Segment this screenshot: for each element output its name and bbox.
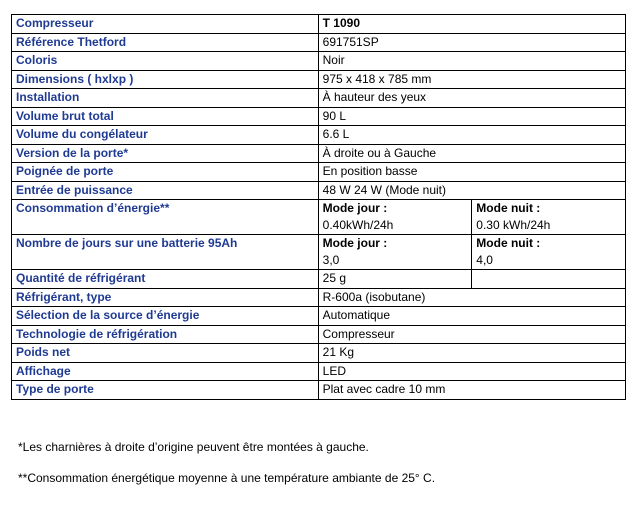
row-value: 90 L — [318, 107, 625, 126]
row-value: À droite ou à Gauche — [318, 144, 625, 163]
table-row — [12, 381, 626, 400]
row-label: Réfrigérant, type — [12, 288, 319, 307]
battery-day-cell — [318, 235, 472, 270]
table-row — [12, 181, 626, 200]
row-label: Référence Thetford — [12, 33, 319, 52]
consumption-day-value: 0.40kWh/24h — [322, 218, 394, 232]
table-row — [12, 52, 626, 71]
battery-label: Nombre de jours sur une batterie 95Ah — [12, 235, 319, 270]
row-label: Poids net — [12, 344, 319, 363]
row-label: Dimensions ( hxlxp ) — [12, 70, 319, 89]
row-label: Volume du congélateur — [12, 126, 319, 145]
table-row — [12, 144, 626, 163]
consumption-label: Consommation d’énergie** — [12, 200, 319, 235]
table-row — [12, 307, 626, 326]
row-label: Coloris — [12, 52, 319, 71]
footnote-consumption: **Consommation énergétique moyenne à une température ambiante de 25° C. — [18, 471, 436, 485]
row-label: Affichage — [12, 362, 319, 381]
row-label: Poignée de porte — [12, 163, 319, 182]
row-value: 25 g — [318, 270, 472, 289]
table-row — [12, 126, 626, 145]
table-row — [12, 89, 626, 108]
row-value: T 1090 — [318, 15, 625, 34]
table-row — [12, 107, 626, 126]
row-label: Type de porte — [12, 381, 319, 400]
row-label: Sélection de la source d’énergie — [12, 307, 319, 326]
table-row — [12, 33, 626, 52]
table-row — [12, 344, 626, 363]
table-row — [12, 15, 626, 34]
consumption-night-cell — [472, 200, 626, 235]
table-row-consumption — [12, 200, 626, 235]
row-label: Entrée de puissance — [12, 181, 319, 200]
row-label: Installation — [12, 89, 319, 108]
table-row — [12, 288, 626, 307]
battery-night-label: Mode nuit : — [476, 236, 541, 250]
specifications-table — [11, 14, 626, 400]
row-value: Noir — [318, 52, 625, 71]
row-label: Technologie de réfrigération — [12, 325, 319, 344]
table-row — [12, 362, 626, 381]
battery-night-value: 4,0 — [476, 253, 493, 267]
battery-night-cell — [472, 235, 626, 270]
row-value: R-600a (isobutane) — [318, 288, 625, 307]
row-label: Version de la porte* — [12, 144, 319, 163]
row-value: 21 Kg — [318, 344, 625, 363]
consumption-night-label: Mode nuit : — [476, 201, 541, 215]
row-value: À hauteur des yeux — [318, 89, 625, 108]
table-row-battery — [12, 235, 626, 270]
row-value: Automatique — [318, 307, 625, 326]
row-value: 691751SP — [318, 33, 625, 52]
row-value: Plat avec cadre 10 mm — [318, 381, 625, 400]
battery-day-label: Mode jour : — [322, 236, 388, 250]
row-value: 6.6 L — [318, 126, 625, 145]
battery-day-value: 3,0 — [322, 253, 340, 267]
consumption-day-label: Mode jour : — [322, 201, 388, 215]
row-value: 48 W 24 W (Mode nuit) — [318, 181, 625, 200]
table-row — [12, 270, 626, 289]
consumption-night-value: 0.30 kWh/24h — [476, 218, 551, 232]
footnote-hinges: *Les charnières à droite d’origine peuvent être montées à gauche. — [18, 440, 369, 454]
consumption-day-cell — [318, 200, 472, 235]
footnotes — [18, 440, 435, 502]
row-value: 975 x 418 x 785 mm — [318, 70, 625, 89]
row-value: En position basse — [318, 163, 625, 182]
row-value: LED — [318, 362, 625, 381]
row-label: Compresseur — [12, 15, 319, 34]
row-label: Quantité de réfrigérant — [12, 270, 319, 289]
table-row — [12, 163, 626, 182]
table-row — [12, 325, 626, 344]
row-value: Compresseur — [318, 325, 625, 344]
empty-cell — [472, 270, 626, 289]
table-row — [12, 70, 626, 89]
row-label: Volume brut total — [12, 107, 319, 126]
